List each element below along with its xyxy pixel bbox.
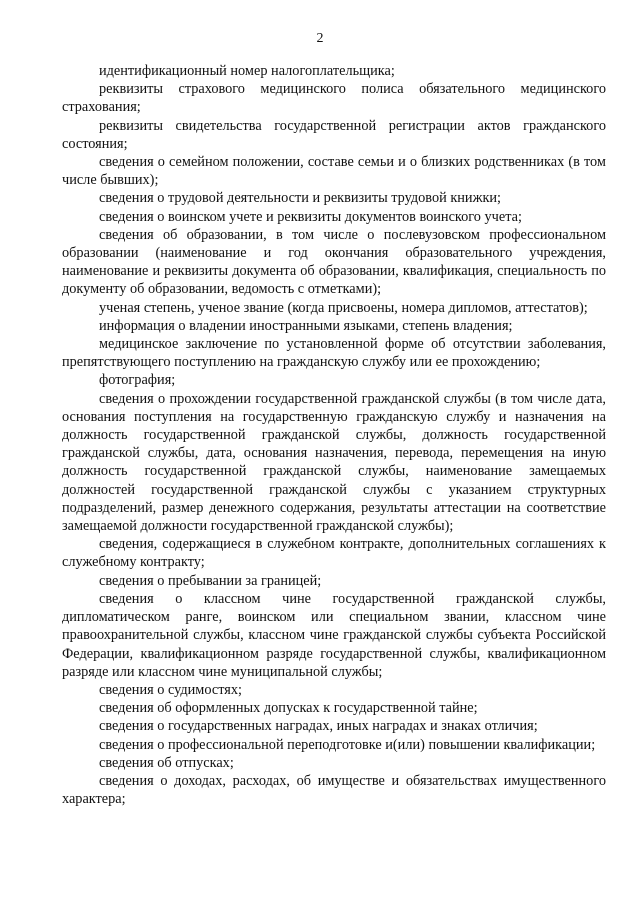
list-item: сведения о профессиональной переподготовке и(или) повышении квалификации;	[99, 736, 596, 753]
page-number: 2	[316, 31, 324, 46]
list-item: сведения об образовании, в том числе о послевузовском профессиональном образовании (наименование и год окончания образовательного учреждения, наименование и реквизиты документа об образовании, квалификация, специальность по документу об образовании, ведомость с отметками);	[62, 226, 606, 298]
list-item: сведения о воинском учете и реквизиты документов воинского учета;	[99, 208, 522, 225]
list-item: реквизиты свидетельства государственной регистрации актов гражданского состояния;	[62, 117, 606, 152]
list-item: информация о владении иностранными языками, степень владения;	[99, 317, 513, 334]
list-item: сведения, содержащиеся в служебном контракте, дополнительных соглашениях к служебному контракту;	[62, 536, 606, 571]
list-item: идентификационный номер налогоплательщика;	[99, 63, 395, 79]
list-item: реквизиты страхового медицинского полиса обязательного медицинского страхования;	[62, 81, 606, 116]
list-item: сведения о классном чине государственной гражданской службы, дипломатическом ранге, воинском или специальном звании, классном чине правоохранительной службы, классном чине гражданской службы субъекта Российской Федерации, квалификационном разряде государственной службы, квалификационном разряде или классном чине муниципальной службы;	[62, 590, 606, 680]
list-item: сведения о прохождении государственной гражданской службы (в том числе дата, основания поступления на государственную гражданскую службу и назначения на должность государственной гражданской службы, должность государственной гражданской службы, дата, основания назначения, перевода, перемещения на иную должность государственной гражданской службы, наименование замещаемых должностей государственной гражданской службы с указанием структурных подразделений, размер денежного содержания, результаты аттестации на соответствие замещаемой должности государственной гражданской службы);	[62, 390, 606, 535]
list-item: ученая степень, ученое звание (когда присвоены, номера дипломов, аттестатов);	[99, 299, 588, 316]
list-item: сведения о трудовой деятельности и реквизиты трудовой книжки;	[99, 190, 502, 207]
list-item: фотография;	[99, 372, 176, 389]
list-item: сведения о семейном положении, составе семьи и о близких родственниках (в том числе бывших);	[62, 154, 606, 189]
list-item: сведения об отпусках;	[99, 754, 234, 771]
list-item: сведения о судимостях;	[99, 681, 242, 698]
list-item: сведения о государственных наградах, иных наградах и знаках отличия;	[99, 718, 538, 735]
list-item: сведения о доходах, расходах, об имуществе и обязательствах имущественного характера;	[62, 772, 606, 808]
document-body	[62, 62, 606, 808]
list-item: сведения об оформленных допусках к государственной тайне;	[99, 700, 478, 717]
list-item: медицинское заключение по установленной форме об отсутствии заболевания, препятствующего поступлению на гражданскую службу или ее прохождению;	[62, 336, 606, 371]
list-item: сведения о пребывании за границей;	[99, 572, 322, 589]
